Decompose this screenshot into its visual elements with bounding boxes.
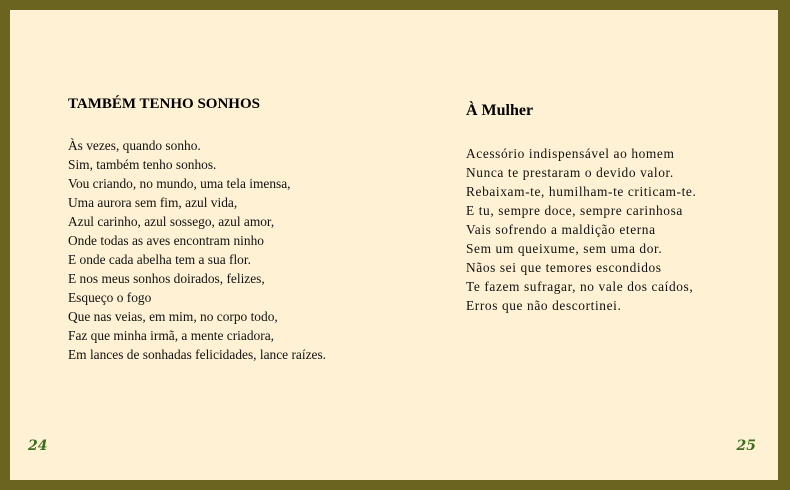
right-page — [394, 10, 778, 480]
poem-line: E tu, sempre doce, sempre carinhosa — [466, 203, 683, 218]
poem-line: Nunca te prestaram o devido valor. — [466, 165, 674, 180]
poem-line: Nãos sei que temores escondidos — [466, 260, 662, 275]
poem-line: Vou criando, no mundo, uma tela imensa, — [68, 176, 291, 191]
poem-line: Uma aurora sem fim, azul vida, — [68, 195, 238, 210]
poem-line: E onde cada abelha tem a sua flor. — [68, 252, 251, 267]
poem-line: Onde todas as aves encontram ninho — [68, 233, 264, 248]
poem-line: Faz que minha irmã, a mente criadora, — [68, 328, 274, 343]
poem-line: Esqueço o fogo — [68, 290, 152, 305]
poem-line: Erros que não descortinei. — [466, 298, 622, 313]
page-number-right: 25 — [736, 438, 756, 454]
page-number-left: 24 — [28, 438, 48, 454]
poem-line: Sem um queixume, sem uma dor. — [466, 241, 663, 256]
poem-body-left — [68, 136, 326, 364]
poem-line: Acessório indispensável ao homem — [466, 146, 675, 161]
poem-body-right — [466, 144, 696, 315]
poem-line: Em lances de sonhadas felicidades, lance raízes. — [68, 347, 327, 362]
poem-title-right: À Mulher — [466, 102, 534, 119]
left-page — [10, 10, 394, 480]
poem-line: Vais sofrendo a maldição eterna — [466, 222, 656, 237]
poem-line: Sim, também tenho sonhos. — [68, 157, 217, 172]
poem-line: Rebaixam-te, humilham-te criticam-te. — [466, 184, 697, 199]
poem-line: Azul carinho, azul sossego, azul amor, — [68, 214, 275, 229]
poem-line: Às vezes, quando sonho. — [68, 138, 201, 153]
poem-line: Que nas veias, em mim, no corpo todo, — [68, 309, 278, 324]
book-spread — [10, 10, 778, 480]
poem-line: Te fazem sufragar, no vale dos caídos, — [466, 279, 694, 294]
poem-title-left: TAMBÉM TENHO SONHOS — [68, 96, 260, 112]
poem-line: E nos meus sonhos doirados, felizes, — [68, 271, 265, 286]
